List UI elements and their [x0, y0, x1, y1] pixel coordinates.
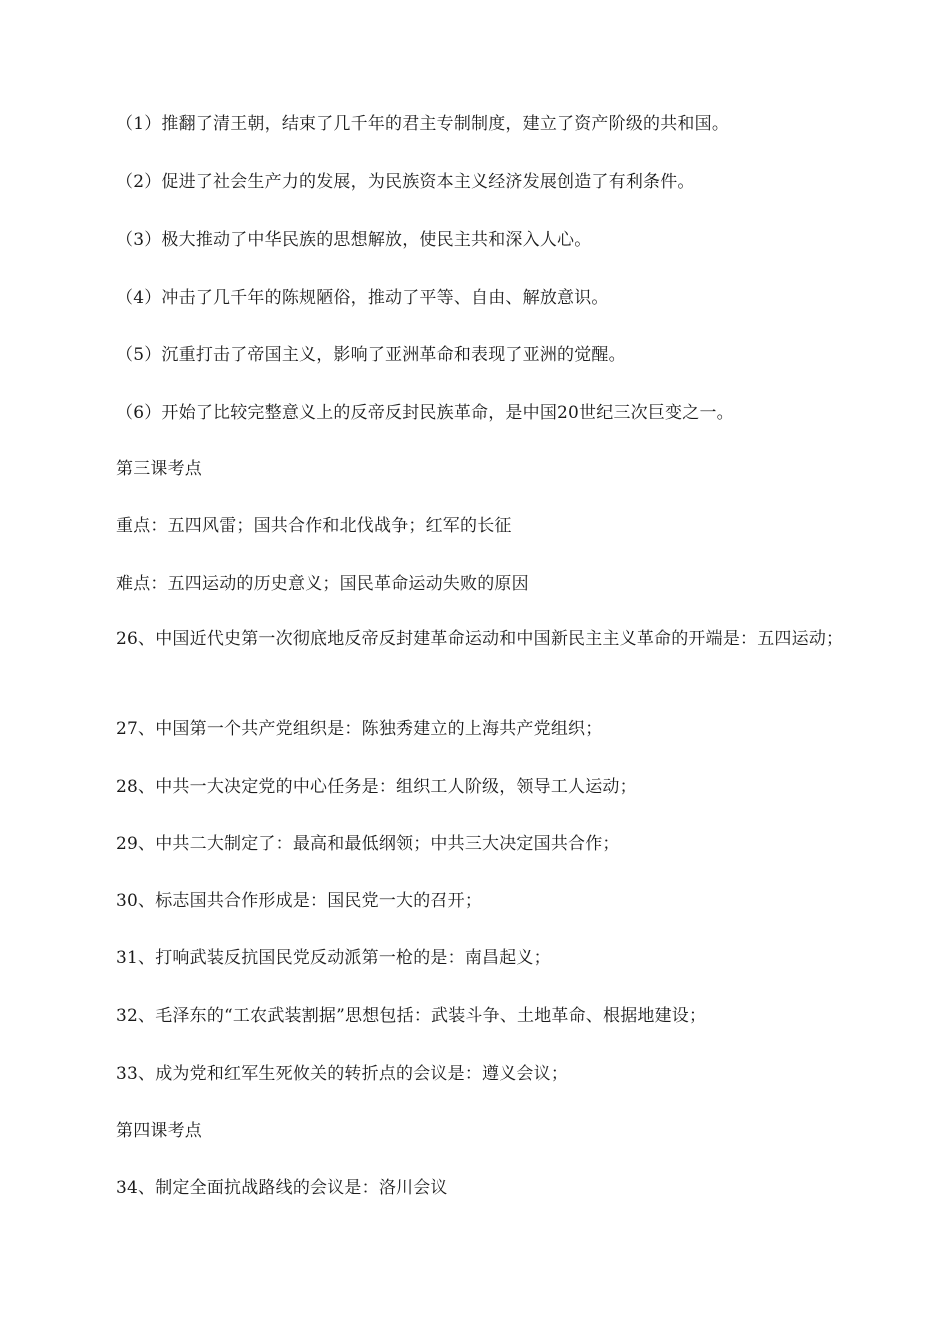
- numbered-item: 26、中国近代史第一次彻底地反帝反封建革命运动和中国新民主主义革命的开端是：五四运动；: [116, 629, 844, 649]
- numbered-item: 32、毛泽东的“工农武装割据”思想包括：武装斗争、土地革命、根据地建设；: [116, 1006, 707, 1026]
- paragraph-line: （6）开始了比较完整意义上的反帝反封民族革命，是中国20世纪三次巨变之一。: [116, 403, 734, 423]
- paragraph-line: （5）沉重打击了帝国主义，影响了亚洲革命和表现了亚洲的觉醒。: [116, 345, 626, 365]
- difficult-points-line: 难点：五四运动的历史意义；国民革命运动失败的原因: [116, 574, 529, 594]
- numbered-item: 27、中国第一个共产党组织是：陈独秀建立的上海共产党组织；: [116, 719, 603, 739]
- key-points-line: 重点：五四风雷；国共合作和北伐战争；红军的长征: [116, 516, 512, 536]
- section-heading: 第四课考点: [116, 1121, 202, 1141]
- paragraph-line: （3）极大推动了中华民族的思想解放，使民主共和深入人心。: [116, 230, 592, 250]
- numbered-item: 28、中共一大决定党的中心任务是：组织工人阶级，领导工人运动；: [116, 777, 637, 797]
- numbered-item: 33、成为党和红军生死攸关的转折点的会议是：遵义会议；: [116, 1064, 569, 1084]
- paragraph-line: （2）促进了社会生产力的发展，为民族资本主义经济发展创造了有利条件。: [116, 172, 695, 192]
- numbered-item: 30、标志国共合作形成是：国民党一大的召开；: [116, 891, 483, 911]
- numbered-item: 29、中共二大制定了：最高和最低纲领；中共三大决定国共合作；: [116, 834, 620, 854]
- numbered-item: 31、打响武装反抗国民党反动派第一枪的是：南昌起义；: [116, 948, 551, 968]
- paragraph-line: （4）冲击了几千年的陈规陋俗，推动了平等、自由、解放意识。: [116, 288, 609, 308]
- section-heading: 第三课考点: [116, 459, 202, 479]
- paragraph-line: （1）推翻了清王朝，结束了几千年的君主专制制度，建立了资产阶级的共和国。: [116, 114, 730, 134]
- numbered-item: 34、制定全面抗战路线的会议是：洛川会议: [116, 1178, 448, 1198]
